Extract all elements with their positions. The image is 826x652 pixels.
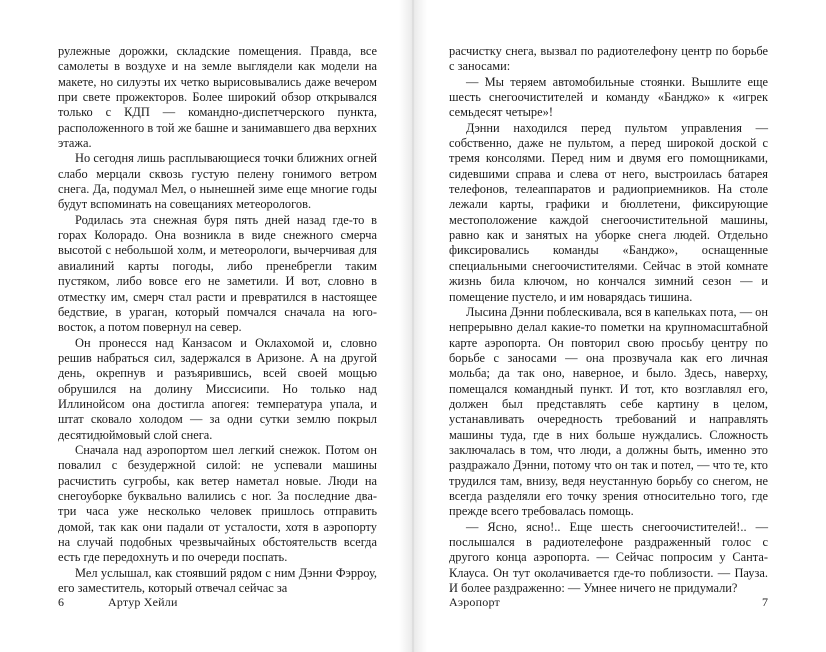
- paragraph: Дэнни находился перед пультом управления — собственно, даже не пультом, а перед широкой доской с тремя консолями. Перед ним и двумя его помощниками, сидевшими справа и слева от него, выстроилась батарея телефонов, телеаппаратов и радиоприемников. На столе лежали карты, графики и бюллетени, фиксирующие местоположение каждой снегоочистительной машины, равно как и занятых на уборке снега людей. Отдельно фиксировались команды «Банджо», оснащенные специальными снегоочистителями. Сейчас в этой комнате жизнь била ключом, но кончался зимний сезон — и помещение пустело, и им новарядась тишина.: [449, 120, 768, 304]
- page-left-footer: [58, 595, 377, 610]
- folio-number: 6: [58, 595, 64, 609]
- paragraph: — Мы теряем автомобильные стоянки. Вышлите еще шесть снегоочистителей и команду «Банджо» к «игрек семьдесят четыре»!: [449, 74, 768, 120]
- paragraph: расчистку снега, вызвал по радиотелефону центр по борьбе с заносами:: [449, 44, 768, 74]
- paragraph: Но сегодня лишь расплывающиеся точки ближних огней слабо мерцали сквозь густую пелену гонимого ветром снега. Да, подумал Мел, о нынешней зиме еще многие годы будут вспоминать на совещаниях метеорологов.: [58, 151, 377, 212]
- paragraph: рулежные дорожки, складские помещения. Правда, все самолеты в воздухе и на земле выглядели как модели на макете, но силуэты их четко вырисовывались даже вечером при свете прожекторов. Более широкий обзор открывался только с КДП — командно-диспетчерского пункта, расположенного в той же башне и занимавшего два верхних этажа.: [58, 44, 377, 151]
- paragraph: Родилась эта снежная буря пять дней назад где-то в горах Колорадо. Она возникла в виде снежного смерча высотой с небольшой холм, и метеорологи, вычерчивая для авиалиний карты погоды, либо пренебрегли таким пустяком, либо вовсе его не заметили. И вот, словно в отместку им, смерч стал расти и превратился в настоящее бедствие, в ураган, который помчался сначала на юго-восток, а потом повернул на север.: [58, 212, 377, 335]
- paragraph: Мел услышал, как стоявший рядом с ним Дэнни Фэрроу, его заместитель, который отвечал сейчас за: [58, 565, 377, 596]
- folio-number: 7: [762, 595, 768, 609]
- running-head: Аэропорт: [449, 595, 500, 609]
- page-left-body: [58, 44, 377, 596]
- page-right-footer: [449, 595, 768, 610]
- page-right-body: [449, 44, 768, 596]
- paragraph: — Ясно, ясно!.. Еще шесть снегоочистителей!.. — послышался в радиотелефоне раздраженный голос с другого конца аэропорта. — Сейчас попросим у Санта-Клауса. Он тут околачивается где-то поблизости. — Пауза. И более раздраженно: — Умнее ничего не придумали?: [449, 519, 768, 596]
- paragraph: Он пронесся над Канзасом и Оклахомой и, словно решив набраться сил, задержался в Аризоне. А на другой день, окрепнув и разъярившись, всей своей мощью обрушился на долину Миссисипи. Но только над Иллинойсом она достигла апогея: температура упала, и штат сковало холодом — за одни сутки землю покрыл десятидюймовый слой снега.: [58, 335, 377, 442]
- paragraph: Лысина Дэнни поблескивала, вся в капельках пота, — он непрерывно делал какие-то пометки на крупномасштабной карте аэропорта. Он повторил свою просьбу центру по борьбе с заносами — она прозвучала как его личная мольба; да так оно, наверное, и было. Здесь, наверху, помещался командный пункт. И тот, кто возглавлял его, должен был представлять себе картину в целом, устанавливать очередность требований и направлять машины туда, где в них больше нуждались. Сложность заключалась в том, что люди, а должны быть, именно это раздражало Дэнни, потому что он так и потел, — что те, кто трудился там, внизу, ведя неустанную борьбу со снегом, не всегда разделяли его точку зрения относительно того, где прежде всего требовалась помощь.: [449, 304, 769, 519]
- paragraph: Сначала над аэропортом шел легкий снежок. Потом он повалил с безудержной силой: не успевали машины расчистить сугробы, как ветер наметал новые. Люди на снегоуборке буквально валились с ног. За последние два-три часа уже несколько человек пришлось отправить домой, так как они падали от усталости, хотя в аэропорту на случай подобных чрезвычайных обстоятельств всегда есть где передохнуть и по очереди поспать.: [58, 442, 377, 565]
- running-head: Артур Хейли: [108, 595, 178, 609]
- page-right: [413, 0, 826, 652]
